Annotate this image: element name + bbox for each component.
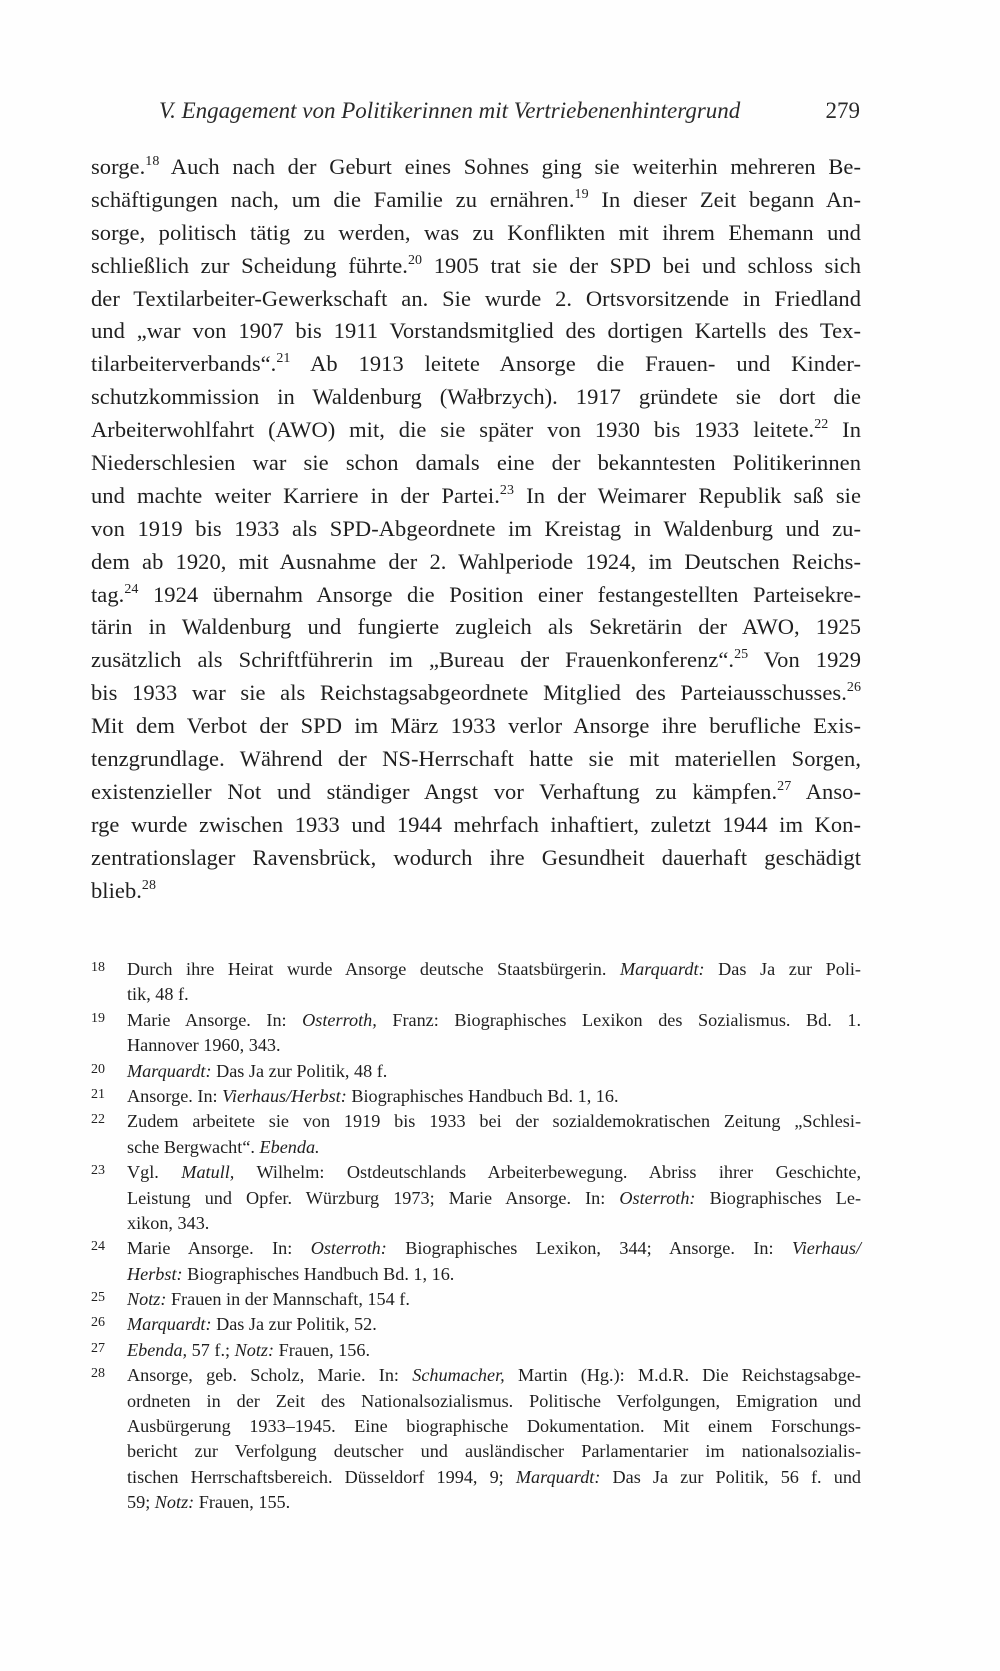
body-text-segment: schutzkommission in Waldenburg (Wałbrzych). 1917 gründete sie dort die <box>91 384 861 410</box>
footnote-reference: 22 <box>814 417 829 433</box>
body-line <box>91 579 861 612</box>
body-line <box>91 546 861 579</box>
footnote-citation-name: Ebenda, <box>127 1339 188 1360</box>
footnote-text-segment: Frauen in der Mannschaft, 154 f. <box>166 1289 410 1310</box>
footnote-line <box>127 1160 861 1185</box>
footnote-text-segment: tik, 48 f. <box>127 984 189 1005</box>
footnote-number: 27 <box>91 1340 105 1356</box>
footnote-line <box>127 1465 861 1490</box>
body-line <box>91 283 861 316</box>
footnote-line <box>127 1363 861 1388</box>
footnote-text-segment: Frauen, 155. <box>194 1492 291 1513</box>
footnote-number: 25 <box>91 1290 105 1306</box>
body-line <box>91 710 861 743</box>
footnote-text-segment: Ausbürgerung 1933–1945. Eine biographische Dokumentation. Mit einem Forschungs- <box>127 1416 861 1437</box>
footnote-text-segment: 57 f.; <box>187 1339 235 1360</box>
footnote-text-segment: xikon, 343. <box>127 1212 210 1233</box>
body-text-segment: tag. <box>91 581 125 607</box>
footnote-text-segment: Hannover 1960, 343. <box>127 1035 281 1056</box>
footnote <box>91 1363 861 1515</box>
body-line <box>91 513 861 546</box>
body-line <box>91 414 861 447</box>
body-text-segment: zusätzlich als Schriftführerin im „Bureau der Frauenkonferenz“. <box>91 647 735 673</box>
footnote-text-segment: Marie Ansorge. In: <box>127 1009 303 1030</box>
footnote-line <box>127 1211 861 1236</box>
footnote-citation-name: Matull, <box>181 1162 235 1183</box>
footnote-line <box>127 1008 861 1033</box>
footnote-text-segment: 59; <box>127 1492 155 1513</box>
body-text-segment: sorge. <box>91 154 146 179</box>
footnote-text-segment: Vgl. <box>127 1162 182 1183</box>
footnote-text-segment: Biographisches Lexikon, 344; Ansorge. In: <box>386 1238 792 1259</box>
body-line <box>91 151 861 184</box>
body-text-segment: bis 1933 war sie als Reichstagsabgeordnete Mitglied des Parteiausschusses. <box>91 680 847 706</box>
body-text-segment: der Textilarbeiter-Gewerkschaft an. Sie wurde 2. Ortsvorsitzende in Friedland <box>91 285 861 311</box>
footnote <box>91 1008 861 1059</box>
footnote-reference: 24 <box>124 581 139 597</box>
footnote-citation-name: Notz: <box>234 1339 275 1360</box>
footnote-number: 26 <box>91 1315 105 1331</box>
body-text-segment: In der Weimarer Republik saß sie <box>514 482 861 508</box>
footnote-number: 18 <box>91 960 105 975</box>
footnote-text-segment: Biographisches Handbuch Bd. 1, 16. <box>346 1085 619 1106</box>
footnote-reference: 20 <box>407 252 423 268</box>
body-text-segment: schäftigungen nach, um die Familie zu ernähren. <box>91 186 575 212</box>
footnote <box>91 1109 861 1160</box>
footnote-text-segment: Das Ja zur Politik, 48 f. <box>211 1060 388 1081</box>
body-text-segment: sorge, politisch tätig zu werden, was zu Konflikten mit ihrem Ehemann und <box>91 219 861 245</box>
footnote-citation-name: Marquardt: <box>515 1466 601 1487</box>
footnote-reference: 28 <box>141 877 157 893</box>
footnote <box>91 1059 861 1084</box>
footnote-citation-name: Notz: <box>154 1492 195 1513</box>
body-text-segment: Niederschlesien war sie schon damals eine der bekanntesten Politikerinnen <box>91 450 861 476</box>
body-line <box>91 348 861 381</box>
footnotes-section <box>91 957 861 1516</box>
footnote-text-segment: Franz: Biographisches Lexikon des Sozialismus. Bd. 1. <box>376 1009 862 1030</box>
running-head-title: V. Engagement von Politikerinnen mit Vertriebenenhintergrund <box>159 98 741 123</box>
body-text-segment: existenzieller Not und ständiger Angst vor Verhaftung zu kämpfen. <box>91 778 778 804</box>
footnote-citation-name: Marquardt: <box>127 1060 212 1081</box>
footnote-line <box>127 1236 861 1261</box>
footnote-line <box>127 1287 861 1312</box>
footnote <box>91 1236 861 1287</box>
body-line <box>91 611 861 644</box>
footnote <box>91 1084 861 1109</box>
body-text-segment: rge wurde zwischen 1933 und 1944 mehrfach inhaftiert, zuletzt 1944 im Kon- <box>91 811 861 837</box>
body-text-segment: tilarbeiterverbands“. <box>91 351 277 377</box>
footnote-reference: 23 <box>499 482 515 498</box>
footnote-number: 19 <box>91 1010 105 1026</box>
body-line <box>91 809 861 842</box>
body-text-segment: tärin in Waldenburg und fungierte zugleich als Sekretärin der AWO, 1925 <box>91 614 861 640</box>
footnote-reference: 26 <box>846 680 861 696</box>
footnote-number: 21 <box>91 1086 105 1102</box>
footnote-line <box>127 1312 861 1337</box>
footnote-number: 24 <box>91 1239 105 1255</box>
body-line <box>91 743 861 776</box>
footnote-line <box>127 982 861 1007</box>
footnote <box>91 1338 861 1363</box>
footnote-text-segment: Martin (Hg.): M.d.R. Die Reichstagsabge- <box>504 1365 861 1386</box>
footnote-citation-name: Marquardt: <box>127 1314 212 1335</box>
body-text-segment: von 1919 bis 1933 als SPD-Abgeordnete im Kreistag in Waldenburg und zu- <box>91 515 861 541</box>
footnote-line <box>127 1135 861 1160</box>
running-head <box>159 98 860 138</box>
footnote-text-segment: Das Ja zur Poli- <box>704 959 861 979</box>
footnote-text-segment: Marie Ansorge. In: <box>127 1238 311 1259</box>
footnote-line <box>127 1262 861 1287</box>
footnote-reference: 19 <box>574 186 589 202</box>
body-text-segment: schließlich zur Scheidung führte. <box>91 252 408 278</box>
footnote-text-segment: Das Ja zur Politik, 52. <box>211 1314 377 1335</box>
body-text-segment: Auch nach der Geburt eines Sohnes ging sie weiterhin mehreren Be- <box>159 154 861 179</box>
body-text-segment: Mit dem Verbot der SPD im März 1933 verlor Ansorge ihre berufliche Exis- <box>91 713 861 739</box>
footnote <box>91 1287 861 1312</box>
footnote-text-segment: Biographisches Le- <box>695 1187 862 1208</box>
body-text-segment: Von 1929 <box>748 647 861 673</box>
footnote-citation-name: Schumacher, <box>412 1365 505 1386</box>
body-line <box>91 315 861 348</box>
body-text-segment: zentrationslager Ravensbrück, wodurch ihre Gesundheit dauerhaft geschädigt <box>91 844 861 870</box>
footnote-reference: 18 <box>145 154 160 169</box>
body-text-segment: dem ab 1920, mit Ausnahme der 2. Wahlperiode 1924, im Deutschen Reichs- <box>91 548 861 574</box>
footnote-citation-name: Osterroth, <box>302 1009 377 1030</box>
footnote-citation-name: Ebenda. <box>259 1136 320 1157</box>
footnote-line <box>127 1389 861 1414</box>
footnote-number: 23 <box>91 1163 105 1179</box>
body-line <box>91 644 861 677</box>
body-text-segment: tenzgrundlage. Während der NS-Herrschaft hatte sie mit materiellen Sorgen, <box>91 746 861 772</box>
body-line <box>91 776 861 809</box>
footnote-text-segment: Ansorge, geb. Scholz, Marie. In: <box>127 1365 413 1386</box>
footnote-text-segment: tischen Herrschaftsbereich. Düsseldorf 1994, 9; <box>127 1466 516 1487</box>
footnote-line <box>127 957 861 982</box>
footnote-number: 28 <box>91 1366 105 1382</box>
body-line <box>91 184 861 217</box>
body-line <box>91 381 861 414</box>
footnote-citation-name: Notz: <box>127 1289 167 1310</box>
footnote-text-segment: sche Bergwacht“. <box>127 1136 260 1157</box>
footnote-text-segment: Frauen, 156. <box>274 1339 371 1360</box>
footnote-citation-name: Osterroth: <box>310 1238 387 1259</box>
footnote-line <box>127 1109 861 1134</box>
footnote-line <box>127 1338 861 1363</box>
body-line <box>91 875 861 908</box>
body-text-segment: Ab 1913 leitete Ansorge die Frauen- und Kinder- <box>290 351 861 377</box>
footnote-reference: 27 <box>777 778 792 794</box>
footnote-number: 22 <box>91 1112 105 1128</box>
footnote-citation-name: Vierhaus/Herbst: <box>222 1085 347 1106</box>
footnote-line <box>127 1414 861 1439</box>
footnote-reference: 21 <box>276 351 291 367</box>
footnote-text-segment: Ansorge. In: <box>127 1085 223 1106</box>
footnote <box>91 1160 861 1236</box>
footnote-line <box>127 1490 861 1515</box>
body-line <box>91 480 861 513</box>
footnote-text-segment: bericht zur Verfolgung deutscher und ausländischer Parlamentarier im nationalsozialis- <box>127 1441 861 1462</box>
footnote-citation-name: Osterroth: <box>619 1187 696 1208</box>
footnote-number: 20 <box>91 1061 105 1077</box>
body-text-segment: Arbeiterwohlfahrt (AWO) mit, die sie später von 1930 bis 1933 leitete. <box>91 417 815 443</box>
body-line <box>91 250 861 283</box>
body-paragraph <box>91 151 861 907</box>
body-line <box>91 842 861 875</box>
footnote-text-segment: ordneten in der Zeit des Nationalsozialismus. Politische Verfolgungen, Emigration und <box>127 1390 861 1411</box>
footnote-line <box>127 1033 861 1058</box>
footnote-line <box>127 1059 861 1084</box>
body-text-segment: 1905 trat sie der SPD bei und schloss sich <box>422 252 862 278</box>
footnote-text-segment: Durch ihre Heirat wurde Ansorge deutsche Staatsbürgerin. <box>127 959 621 979</box>
body-text-segment: blieb. <box>91 877 142 903</box>
footnote-text-segment: Das Ja zur Politik, 56 f. und <box>600 1466 862 1487</box>
body-text-segment: Anso- <box>791 778 861 804</box>
body-line <box>91 447 861 480</box>
body-text-segment: und „war von 1907 bis 1911 Vorstandsmitglied des dortigen Kartells des Tex- <box>91 318 861 344</box>
body-text-segment: und machte weiter Karriere in der Partei. <box>91 482 500 508</box>
body-line <box>91 217 861 250</box>
page-number: 279 <box>825 98 860 123</box>
footnote-line <box>127 1084 861 1109</box>
footnote-citation-name: Herbst: <box>127 1263 183 1284</box>
footnote <box>91 957 861 1008</box>
footnote-line <box>127 1186 861 1211</box>
body-line <box>91 677 861 710</box>
footnote-text-segment: Zudem arbeitete sie von 1919 bis 1933 bei der sozialdemokratischen Zeitung „Schlesi- <box>127 1111 861 1132</box>
footnote-text-segment: Biographisches Handbuch Bd. 1, 16. <box>182 1263 455 1284</box>
footnote <box>91 1312 861 1337</box>
footnote-citation-name: Marquardt: <box>620 959 705 979</box>
footnote-citation-name: Vierhaus/ <box>791 1238 862 1259</box>
footnote-text-segment: Wilhelm: Ostdeutschlands Arbeiterbewegung. Abriss ihrer Geschichte, <box>234 1162 861 1183</box>
body-text-segment: In <box>828 417 861 443</box>
body-text-segment: In dieser Zeit begann An- <box>588 186 861 212</box>
body-text-segment: 1924 übernahm Ansorge die Position einer festangestellten Parteisekre- <box>138 581 861 607</box>
footnote-reference: 25 <box>734 647 749 663</box>
footnote-line <box>127 1439 861 1464</box>
footnote-text-segment: Leistung und Opfer. Würzburg 1973; Marie Ansorge. In: <box>127 1187 620 1208</box>
